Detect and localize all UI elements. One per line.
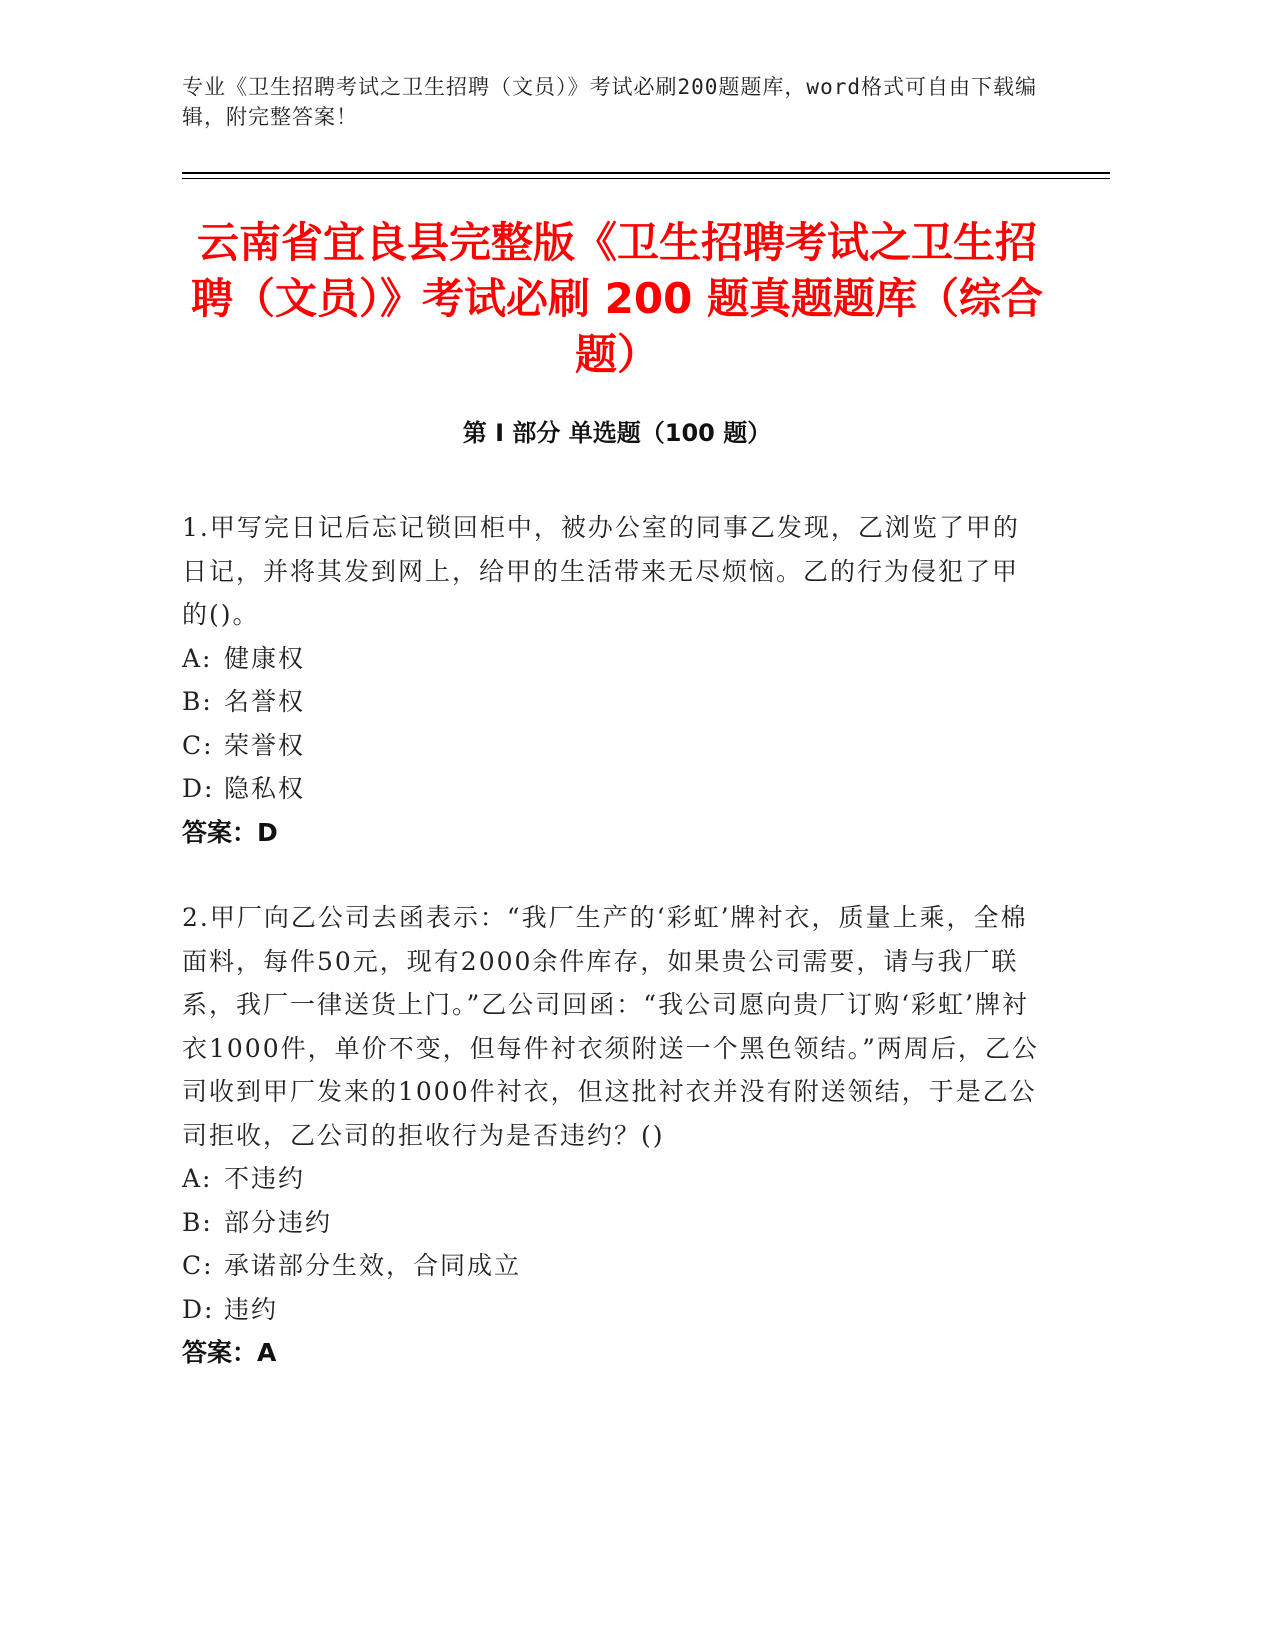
header-note: 专业《卫生招聘考试之卫生招聘（文员）》考试必刷200题题库，word格式可自由下载编辑，附完整答案！ — [182, 75, 1037, 129]
document-title: 云南省宜良县完整版《卫生招聘考试之卫生招聘（文员）》考试必刷 200 题真题题库（综合题） — [191, 218, 1043, 379]
question-2 — [182, 896, 1042, 1375]
option-c — [182, 1244, 1042, 1288]
option-text: 荣誉权 — [224, 730, 306, 760]
answer-line: 答案：A — [182, 1338, 277, 1367]
question-1 — [182, 506, 1042, 854]
option-letter: B: — [182, 687, 213, 716]
option-letter: C: — [182, 1251, 214, 1280]
option-text: 不违约 — [224, 1164, 306, 1193]
option-a — [182, 637, 1042, 681]
question-stem: 1.甲写完日记后忘记锁回柜中，被办公室的同事乙发现，乙浏览了甲的日记，并将其发到网上，给甲的生活带来无尽烦恼。乙的行为侵犯了甲的()。 — [182, 513, 1020, 629]
option-letter: C: — [182, 730, 214, 760]
option-letter: D: — [182, 774, 215, 803]
option-d — [182, 1288, 1042, 1332]
question-stem: 2.甲厂向乙公司去函表示：“我厂生产的‘彩虹’牌衬衣，质量上乘，全棉面料，每件50元，现有2000余件库存，如果贵公司需要，请与我厂联系，我厂一律送货上门。”乙公司回函：“我公司愿向贵厂订购‘彩虹’牌衬衣1000件，单价不变，但每件衬衣须附送一个黑色领结。”两周后，乙公司收到甲厂发来的1000件衬衣，但这批衬衣并没有附送领结，于是乙公司拒收，乙公司的拒收行为是否违约？() — [182, 903, 1039, 1150]
option-b — [182, 1201, 1042, 1245]
section-heading: 第 I 部分 单选题（100 题） — [462, 419, 772, 447]
header-divider-thin — [182, 178, 1110, 179]
option-d — [182, 767, 1042, 811]
option-letter: A: — [182, 1164, 213, 1193]
header-divider-thick — [182, 172, 1110, 174]
option-text: 承诺部分生效，合同成立 — [224, 1251, 522, 1280]
option-letter: A: — [182, 643, 213, 673]
option-text: 违约 — [224, 1294, 279, 1324]
option-text: 隐私权 — [224, 774, 306, 803]
option-text: 名誉权 — [224, 687, 306, 716]
option-text: 部分违约 — [224, 1207, 333, 1237]
option-b — [182, 680, 1042, 724]
option-c — [182, 724, 1042, 768]
answer-line: 答案：D — [182, 817, 278, 847]
option-text: 健康权 — [224, 643, 306, 673]
option-a — [182, 1157, 1042, 1201]
option-letter: B: — [182, 1207, 213, 1237]
option-letter: D: — [182, 1294, 215, 1324]
